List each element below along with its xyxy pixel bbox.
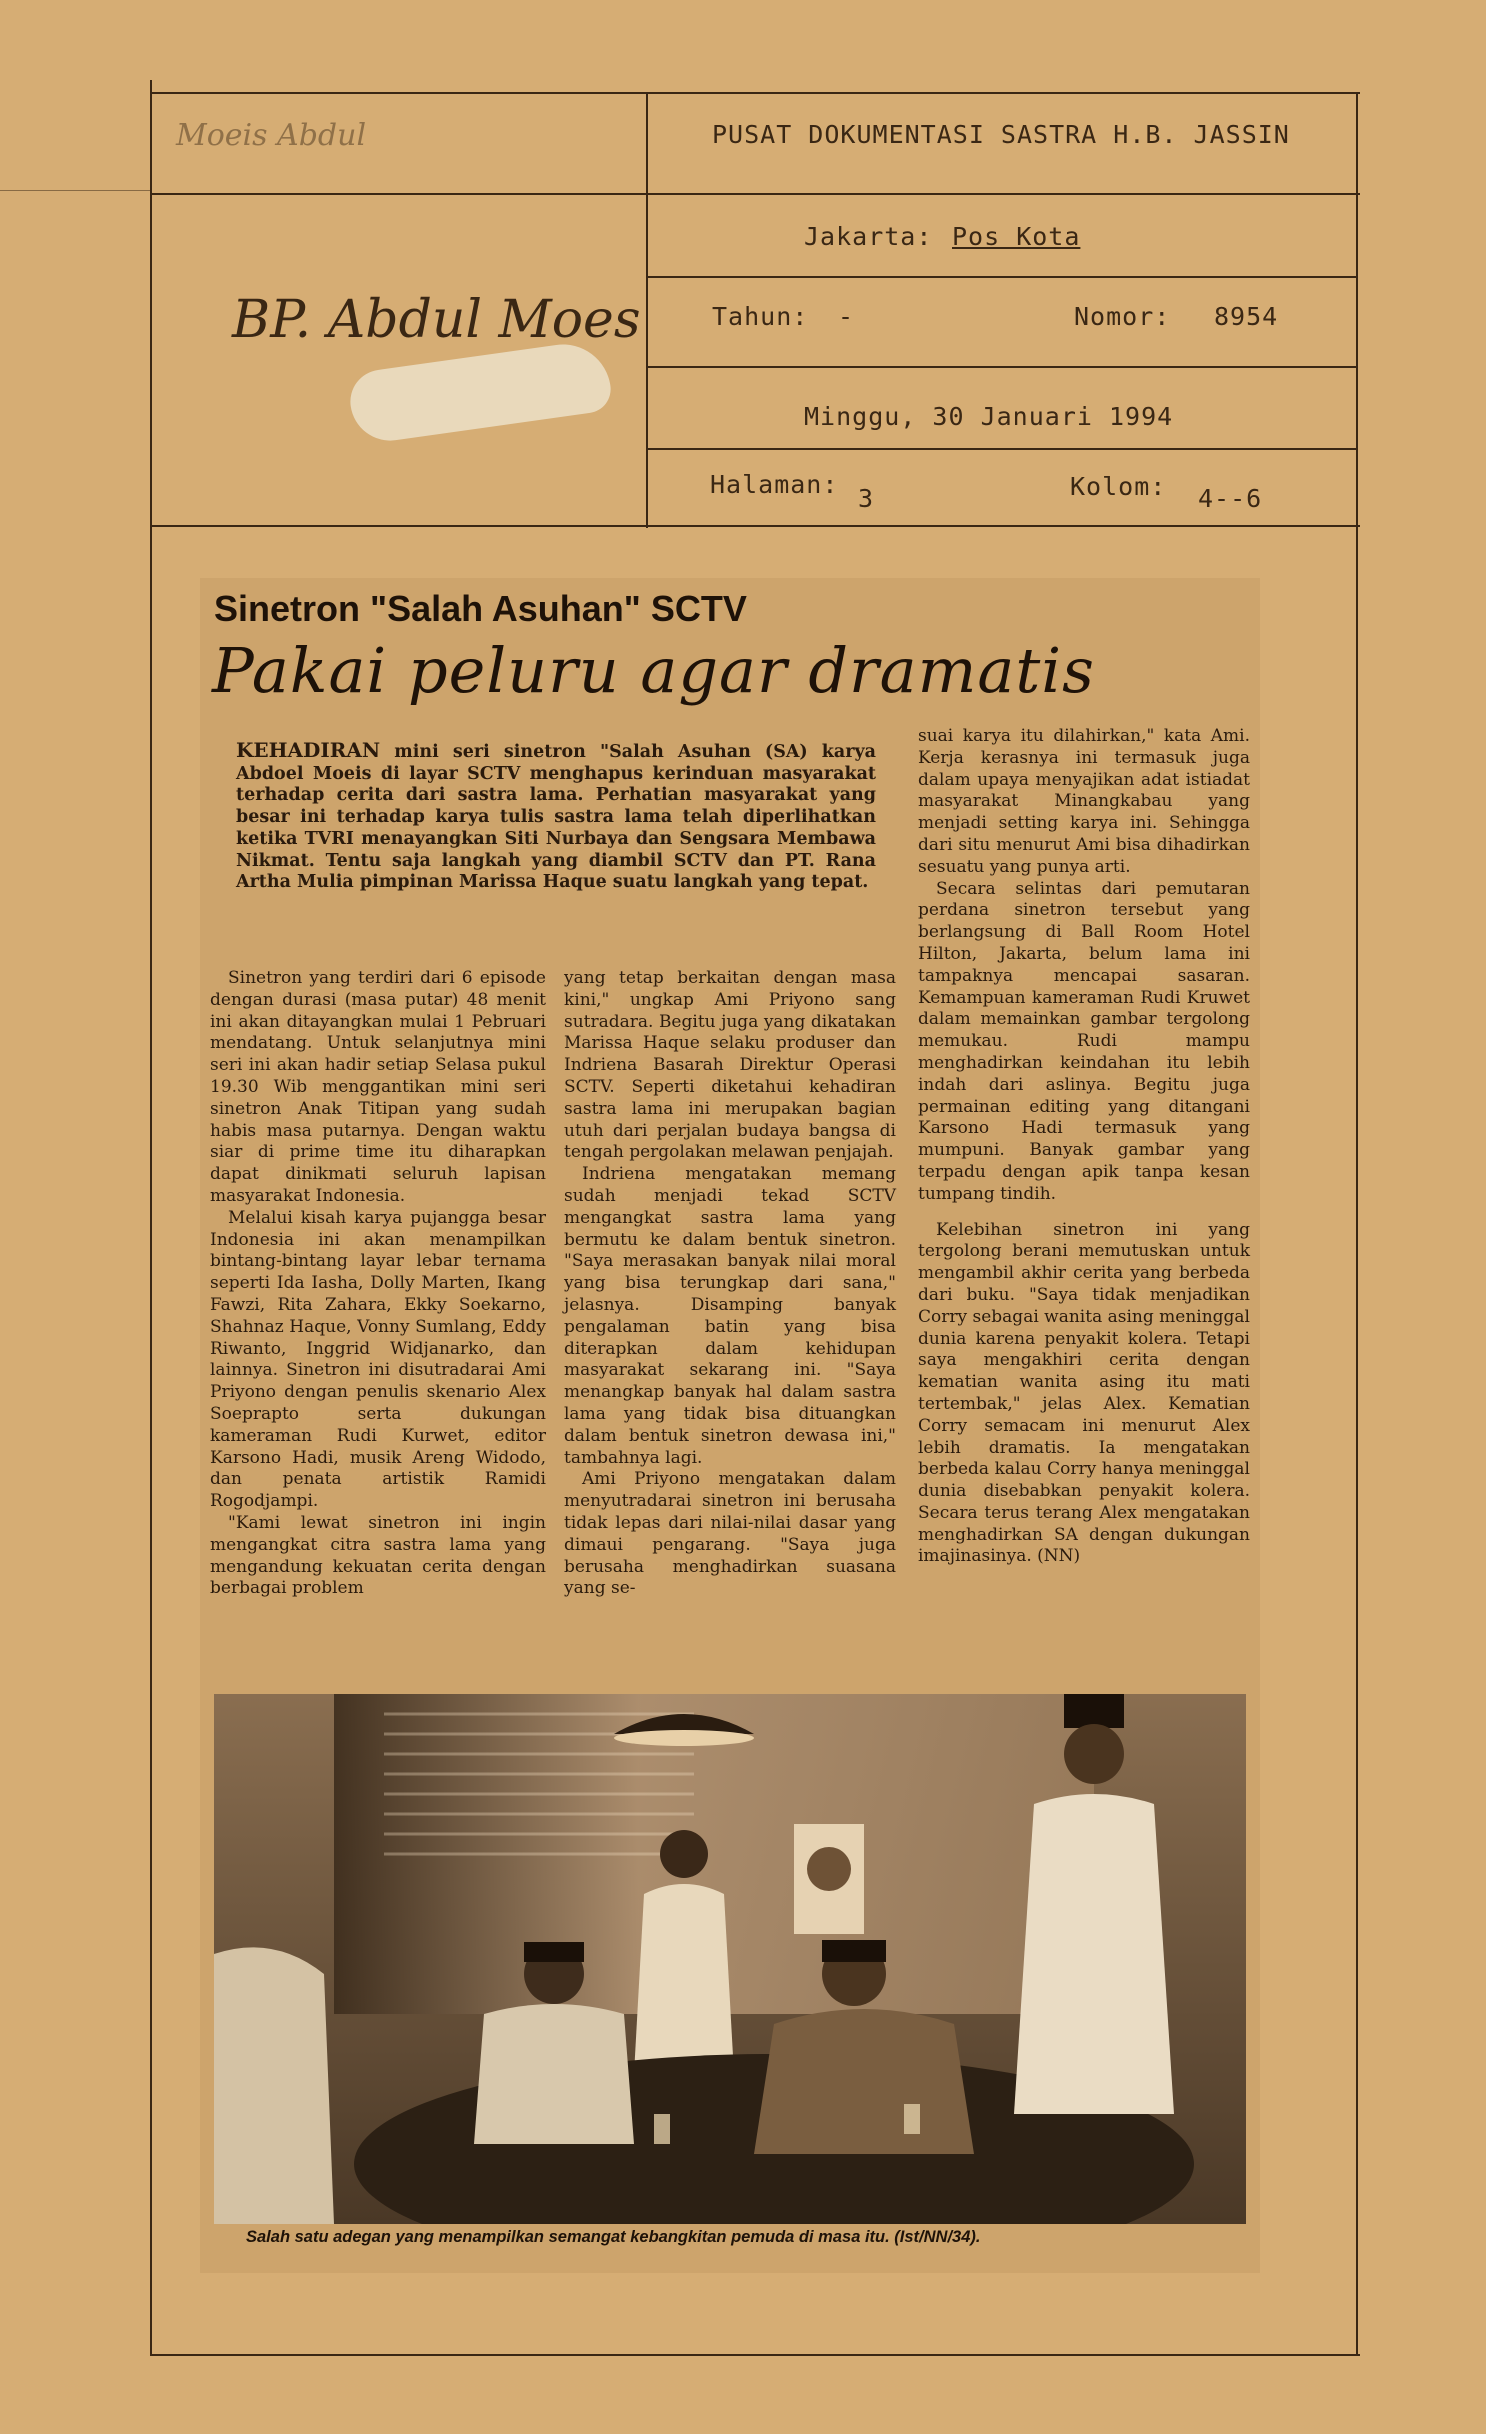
paragraph: Secara selintas dari pemutaran perdana sinetron tersebut yang berlangsung di Ball Room Hotel Hilton, Jakarta, belum lama ini tampaknya mencapai sasaran. Kemampuan kameraman Rudi Kruwet dalam memainkan gambar tergolong memukau. Rudi mampu menghadirkan keindahan itu lebih indah dari aslinya. Begitu juga permainan editing yang ditangani Karsono Hadi termasuk yang mumpuni. Banyak gambar yang terpadu dengan apik tanpa kesan tumpang tindih. bbox=[918, 878, 1250, 1204]
photo-caption: Salah satu adegan yang menampilkan semangat kebangkitan pemuda di masa itu. (Ist/NN/34). bbox=[246, 2228, 981, 2246]
column-value: 4--6 bbox=[1198, 484, 1263, 513]
header-rule bbox=[150, 80, 152, 2355]
correction-fluid-blot bbox=[346, 338, 613, 445]
paragraph: "Kami lewat sinetron ini ingin mengangkat citra sastra lama yang mengandung kekuatan cerita dengan berbagai problem bbox=[210, 1512, 546, 1599]
source-label: Jakarta: bbox=[804, 222, 933, 251]
page-value: 3 bbox=[858, 484, 875, 513]
header-rule bbox=[150, 193, 1360, 195]
year-value: - bbox=[838, 302, 855, 331]
paragraph: yang tetap berkaitan dengan masa kini," ungkap Ami Priyono sang sutradara. Begitu juga yang dikatakan Marissa Haque selaku produser dan Indriena Basarah Direktur Operasi SCTV. Seperti diketahui kehadiran sastra lama ini merupakan bagian utuh dari perjalan budaya bangsa di tengah pergolakan melawan penjajah. bbox=[564, 968, 896, 1163]
paragraph: Sinetron yang terdiri dari 6 episode dengan durasi (masa putar) 48 menit ini akan ditayangkan mulai 1 Pebruari mendatang. Untuk selanjutnya mini seri ini akan hadir setiap Selasa pukul 19.30 Wib menggantikan mini seri sinetron Anak Titipan yang sudah habis masa putarnya. Dengan waktu siar di prime time itu diharapkan dapat dinikmati seluruh lapisan masyarakat Indonesia. bbox=[210, 968, 546, 1206]
column-label: Kolom: bbox=[1070, 472, 1167, 501]
number-value: 8954 bbox=[1214, 302, 1279, 331]
header-rule bbox=[150, 525, 1360, 527]
header-rule bbox=[646, 276, 1358, 278]
paragraph: Kelebihan sinetron ini yang tergolong berani memutuskan untuk mengambil akhir cerita yang berbeda dari buku. "Saya tidak menjadikan Corry sebagai wanita asing meninggal dunia karena penyakit kolera. Tetapi saya mengakhiri cerita dengan kematian wanita asing itu mati tertembak," jelas Alex. Kematian Corry semacam ini menurut Alex lebih dramatis. Ia mengatakan berbeda kalau Corry hanya meninggal dunia disebabkan penyakit kolera. Secara terus terang Alex mengatakan menghadirkan SA dengan dukungan imajinasinya. (NN) bbox=[918, 1219, 1250, 1567]
paragraph: Indriena mengatakan memang sudah menjadi tekad SCTV mengangkat sastra lama yang bermutu ke dalam bentuk sinetron. "Saya merasakan banyak nilai moral yang bisa terungkap dari sana," jelasnya. Disamping banyak pengalaman batin yang bisa diterapkan dalam kehidupan masyarakat sekarang ini. "Saya menangkap banyak hal dalam sastra lama yang tidak bisa dituangkan dalam bentuk sinetron dewasa ini," tambahnya lagi. bbox=[564, 1164, 896, 1468]
lead-first-word: KEHADIRAN bbox=[236, 738, 381, 762]
card-bottom-rule bbox=[150, 2354, 1360, 2356]
paragraph: Melalui kisah karya pujangga besar Indonesia ini akan menampilkan bintang-bintang layar lebar ternama seperti Ida Iasha, Dolly Marten, Ikang Fawzi, Rita Zahara, Ekky Soekarno, Shahnaz Haque, Vonny Sumlang, Eddy Riwanto, Inggrid Widjanarko, dan lainnya. Sinetron ini disutradarai Ami Priyono dengan penulis skenario Alex Soeprapto serta dukungan kameraman Rudi Kurwet, editor Karsono Hadi, musik Areng Widodo, dan penata artistik Ramidi Rogodjampi. bbox=[210, 1207, 546, 1512]
article-column-2 bbox=[564, 968, 896, 1600]
handwritten-author-name: BP. Abdul Moes bbox=[232, 290, 641, 350]
header-rule bbox=[646, 92, 648, 528]
issue-date: Minggu, 30 Januari 1994 bbox=[804, 402, 1174, 431]
photo-scene bbox=[214, 1694, 1246, 2224]
institution-name: PUSAT DOKUMENTASI SASTRA H.B. JASSIN bbox=[712, 120, 1290, 149]
header-rule bbox=[1356, 92, 1358, 2355]
article-photo bbox=[214, 1694, 1246, 2224]
source-value: Pos Kota bbox=[952, 222, 1081, 251]
article-column-1 bbox=[210, 968, 546, 1600]
paragraph: suai karya itu dilahirkan," kata Ami. Kerja kerasnya ini termasuk juga dalam upaya menyajikan adat istiadat masyarakat Minangkabau yang menjadi setting karya ini. Sehingga dari situ menurut Ami bisa dihadirkan sesuatu yang punya arti. bbox=[918, 726, 1250, 877]
header-rule bbox=[150, 92, 1360, 94]
article-headline: Pakai peluru agar dramatis bbox=[212, 634, 1095, 707]
year-label: Tahun: bbox=[712, 302, 809, 331]
page-label: Halaman: bbox=[710, 470, 839, 499]
header-rule bbox=[646, 366, 1358, 368]
header-rule bbox=[646, 448, 1358, 450]
article-lead bbox=[236, 740, 876, 894]
article-kicker: Sinetron "Salah Asuhan" SCTV bbox=[214, 588, 747, 629]
paragraph: Ami Priyono mengatakan dalam menyutradarai sinetron ini berusaha tidak lepas dari nilai-nilai dasar yang dimaui pengarang. "Saya juga berusaha menghadirkan suasana yang se- bbox=[564, 1469, 896, 1599]
article-column-3 bbox=[918, 726, 1250, 1568]
number-label: Nomor: bbox=[1074, 302, 1171, 331]
lead-text: mini seri sinetron "Salah Asuhan (SA) karya Abdoel Moeis di layar SCTV menghapus kerinduan masyarakat terhadap cerita dari sastra lama. Perhatian masyarakat yang besar ini terhadap karya tulis sastra lama telah diperlihatkan ketika TVRI menayangkan Siti Nurbaya dan Sengsara Membawa Nikmat. Tentu saja langkah yang diambil SCTV dan PT. Rana Artha Mulia pimpinan Marissa Haque suatu langkah yang tepat. bbox=[236, 742, 876, 893]
header-rule bbox=[0, 190, 150, 191]
handwritten-note-top: Moeis Abdul bbox=[176, 118, 367, 153]
